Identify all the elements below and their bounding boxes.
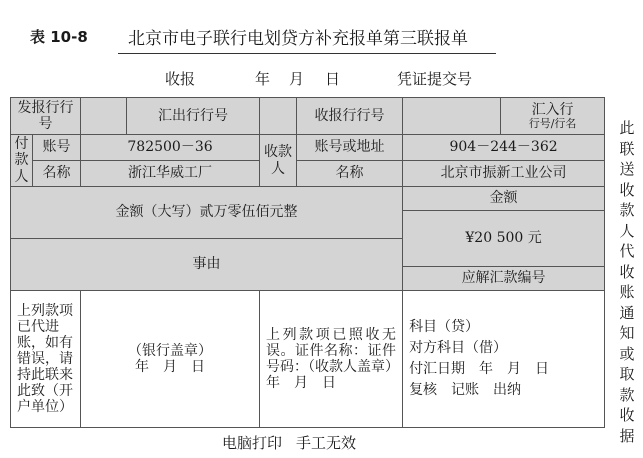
payee-name-label: 名称	[297, 161, 403, 187]
payee-name-value[interactable]: 北京市振新工业公司	[403, 161, 605, 187]
subject-credit: 科目（贷）	[409, 319, 480, 335]
side-note: 此联送收款人代收账通知或取款收据	[619, 119, 635, 445]
reason-label: 事由	[11, 239, 403, 291]
title-underline	[118, 53, 496, 54]
receiver-bank-label: 收报行行号	[297, 98, 403, 135]
year-label: 年	[255, 70, 271, 88]
voucher-label: 凭证提交号	[397, 70, 473, 88]
table-number: 表 10-8	[30, 28, 88, 46]
footer-handwrite: 手工无效	[296, 434, 357, 452]
bottom-row	[11, 291, 605, 428]
sender-bank-label: 发报行行号	[11, 98, 81, 135]
day-label: 日	[325, 70, 341, 88]
payer-name-value[interactable]: 浙江华威工厂	[81, 161, 260, 187]
footer-print: 电脑打印	[222, 434, 283, 452]
remittance-form	[10, 97, 605, 428]
sender-bank-value[interactable]	[81, 98, 127, 135]
payee-notice-date: 年 月 日	[266, 375, 337, 392]
remit-out-bank-label: 汇出行行号	[127, 98, 260, 135]
payee-account-value[interactable]: 904－244－362	[403, 135, 605, 161]
month-label: 月	[289, 70, 305, 88]
received-label: 收报	[165, 70, 196, 88]
name-row	[11, 161, 605, 187]
payee-notice-text: 上列款项已照收无误。证件名称：证件号码：（收款人盖章）	[266, 326, 400, 375]
payer-label: 付款人	[11, 135, 33, 187]
signoff-line: 复核 记账 出纳	[409, 382, 522, 398]
payer-name-label: 名称	[33, 161, 81, 187]
payer-account-value[interactable]: 782500－36	[81, 135, 260, 161]
amount-words[interactable]: 金额（大写）贰万零伍佰元整	[11, 187, 403, 239]
bank-stamp-date: 年 月 日	[135, 359, 206, 375]
payee-account-label: 账号或地址	[297, 135, 403, 161]
bank-stamp-area	[81, 291, 260, 428]
payee-label: 收款人	[260, 135, 297, 187]
receiver-bank-value[interactable]	[403, 98, 501, 135]
remit-in-bank-label	[501, 98, 605, 135]
bank-row	[11, 98, 605, 135]
footer-note	[222, 432, 370, 453]
remit-in-bank-title: 汇入行	[531, 101, 574, 118]
bank-stamp-label: （银行盖章）	[128, 342, 213, 359]
remit-date: 付汇日期 年 月 日	[409, 361, 550, 377]
payee-notice	[260, 291, 403, 428]
remit-out-bank-value[interactable]	[260, 98, 297, 135]
remit-in-bank-sub: 行号/行名	[528, 116, 577, 130]
remit-code-label: 应解汇款编号	[403, 267, 605, 291]
accounting-area	[403, 291, 605, 428]
amount-row	[11, 187, 605, 211]
amount-label: 金额	[403, 187, 605, 211]
form-title: 北京市电子联行电划贷方补充报单第三联报单	[128, 29, 468, 49]
amount-value[interactable]: ¥20 500 元	[403, 211, 605, 267]
payer-account-label: 账号	[33, 135, 81, 161]
account-row	[11, 135, 605, 161]
payer-notice: 上列款项已代进账，如有错误，请持此联来此致（开户单位）	[11, 291, 81, 428]
subject-debit: 对方科目（借）	[409, 340, 508, 356]
